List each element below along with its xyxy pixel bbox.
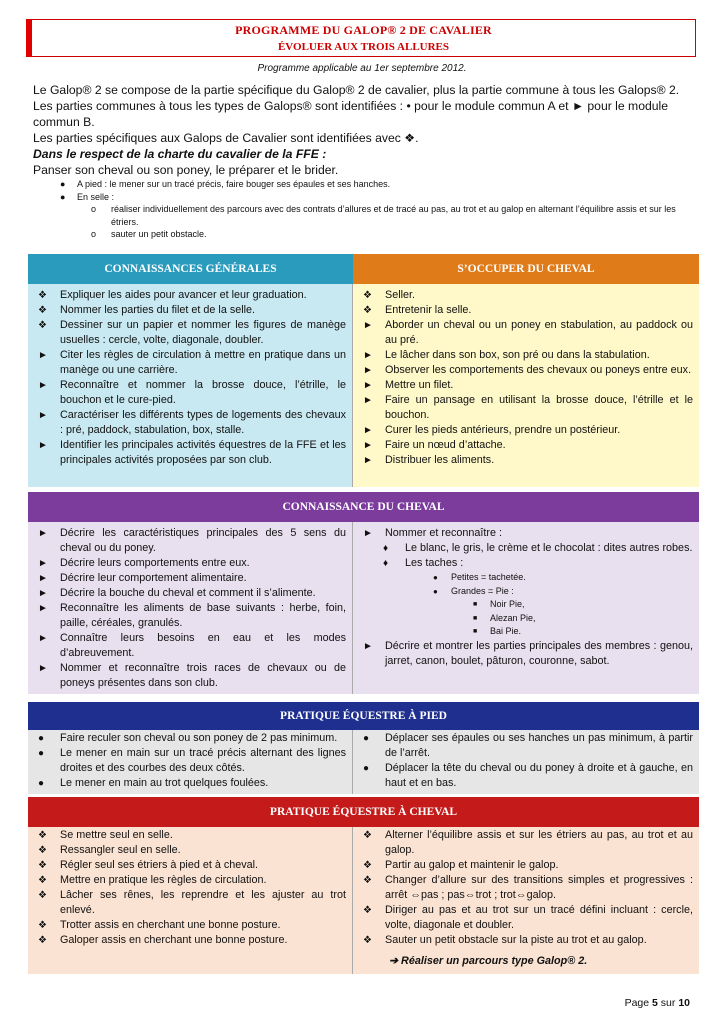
list-item: ► Observer les comportements des chevaux ou poneys entre eux. [363,364,692,376]
list-item: ● Grandes = Pie : [433,585,514,596]
list-item: ❖ Galoper assis en cherchant une bonne posture. [38,934,288,946]
list-item: ♦ Les taches : [383,557,464,569]
intro-p2: Les parties communes à tous les types de Galops® sont identifiées : • pour le module commun A et ► pour le module commun B. [33,99,669,129]
list-item: ► Mettre un filet. [363,379,454,391]
connaissance-cheval-right [353,522,699,694]
list-item: ● Déplacer ses épaules ou ses hanches un pas minimum, à partir de l’arrêt. [363,732,693,759]
cheval-left [28,827,353,974]
list-item: ► Décrire la bouche du cheval et comment il s’alimente. [38,587,316,599]
list-item: ❖ Dessiner sur un papier et nommer les figures de manège usuelles : cercle, volte, diagonale, doubler. [38,319,346,346]
list-item: ● Le mener en main au trot quelques foulées. [38,777,269,789]
applicable-date: Programme applicable au 1er septembre 2012. [257,63,467,74]
list-item: ► Caractériser les différents types de logements des chevaux : pré, paddock, stabulation, box, stalle. [38,409,346,436]
intro-list [33,178,693,241]
list-item: ► Décrire leur comportement alimentaire. [38,572,247,584]
page-title-box [26,19,696,57]
list-item: ● Petites = tachetée. [433,572,526,582]
list-item: ► Identifier les principales activités équestres de la FFE et les principales activités proposées par son club. [38,439,346,466]
list-item: ■ Alezan Pie, [473,612,536,623]
connaissances-list [28,284,353,487]
list-item: ❖ Diriger au pas et au trot sur un tracé défini incluant : cercle, volte, diagonale et doubler. [363,904,693,931]
connaissance-cheval-left [28,522,353,694]
list-item: ❖ Alterner l’équilibre assis et sur les étriers au pas, au trot et au galop. [363,829,693,856]
list-item: ● Faire reculer son cheval ou son poney de 2 pas minimum. [38,732,338,744]
list-item: ♦ Le blanc, le gris, le crème et le chocolat : dites autres robes. [383,542,693,554]
intro-p3: Les parties spécifiques aux Galops de Cavalier sont identifiées avec ❖. [33,131,419,145]
page-number: Page 5 sur 10 [624,997,690,1009]
list-item: ❖ Entretenir la selle. [363,304,472,316]
list-item: ❖ Lâcher ses rênes, les reprendre et les ajuster au trot enlevé. [38,889,346,916]
list-item: ► Distribuer les aliments. [363,454,495,466]
soccuper-list [353,284,699,487]
list-item: o sauter un petit obstacle. [91,229,207,239]
list-item: ► Décrire et montrer les parties principales des membres : genou, jarret, canon, boulet, pâturon, couronne, sabot. [363,639,693,667]
section-pratique-pied [28,702,699,794]
section-header-soccuper: S’OCCUPER DU CHEVAL [353,254,699,284]
list-item: ❖ Se mettre seul en selle. [38,829,173,841]
section-header-pied: PRATIQUE ÉQUESTRE À PIED [28,702,699,730]
section-header-cheval: PRATIQUE ÉQUESTRE À CHEVAL [28,797,699,827]
list-item: ❖ Partir au galop et maintenir le galop. [363,859,559,871]
intro-p1: Le Galop® 2 se compose de la partie spécifique du Galop® 2 de cavalier, plus la partie commune à tous les Galops® 2. [33,83,680,97]
pied-right [353,730,699,794]
list-item: ● En selle : [60,191,115,202]
page-title: PROGRAMME DU GALOP® 2 DE CAVALIER [235,23,492,37]
list-item: ► Reconnaître et nommer la brosse douce, l’étrille, le bouchon et le cure-pied. [38,379,346,406]
list-item: ► Faire un pansage en utilisant la brosse douce, l’étrille et le bouchon. [363,394,693,421]
list-item: ❖ Seller. [363,289,416,301]
list-item: ❖ Changer d’allure sur des transitions simples et progressives : arrêt ⇔pas ; pas⇔trot ; trot⇔galop. [363,874,693,901]
list-item: ❖ Sauter un petit obstacle sur la piste au trot et au galop. [363,934,647,946]
list-item: ► Le lâcher dans son box, son pré ou dans la stabulation. [363,349,650,361]
list-item: ► Nommer et reconnaître trois races de chevaux ou de poneys présentes dans son club. [38,662,346,689]
intro-p4: Panser son cheval ou son poney, le préparer et le brider. [33,163,339,177]
list-item: ► Curer les pieds antérieurs, prendre un postérieur. [363,424,621,436]
list-item: o réaliser individuellement des parcours avec des contrats d’allures et de tracé au pas, au trot et au galop en alternant l’équilibre assis et sur les étriers. [91,204,676,227]
list-item: ❖ Expliquer les aides pour avancer et leur graduation. [38,289,307,301]
list-item: ■ Noir Pie, [473,599,525,609]
list-item: ● A pied : le mener sur un tracé précis, faire bouger ses épaules et ses hanches. [60,179,391,189]
section-connaissances-soccuper [28,254,699,487]
section-header-connaissance-cheval: CONNAISSANCE DU CHEVAL [28,492,699,522]
page-subtitle: ÉVOLUER AUX TROIS ALLURES [277,41,450,53]
section-pratique-cheval [28,797,699,974]
list-item: ■ Bai Pie. [473,626,522,636]
list-item: ► Citer les règles de circulation à mettre en pratique dans un manège ou une carrière. [38,349,346,376]
list-item: ► Connaître leurs besoins en eau et les modes d’abreuvement. [38,632,346,659]
section-header-connaissances: CONNAISSANCES GÉNÉRALES [28,254,353,284]
list-item: ● Déplacer la tête du cheval ou du poney à droite et à gauche, en haut et en bas. [363,762,693,789]
list-item: ► Nommer et reconnaître : [363,527,503,539]
list-item: ► Aborder un cheval ou un poney en stabulation, au paddock ou au pré. [363,319,693,346]
pied-left [28,730,353,794]
list-item: ► Faire un nœud d’attache. [363,439,506,451]
list-item: ❖ Nommer les parties du filet et de la selle. [38,304,256,316]
cheval-right [353,827,699,974]
list-item: ❖ Régler seul ses étriers à pied et à cheval. [38,859,259,871]
cheval-footnote: ➔ Réaliser un parcours type Galop® 2. [389,955,588,967]
list-item: ► Reconnaître les aliments de base suivants : herbe, foin, paille, céréales, granulés. [38,602,346,629]
charte-heading: Dans le respect de la charte du cavalier de la FFE : [33,147,327,161]
list-item: ❖ Mettre en pratique les règles de circulation. [38,874,267,886]
list-item: ● Le mener en main sur un tracé précis alternant des lignes droites et des courbes des deux côtés. [38,747,346,774]
list-item: ► Décrire leurs comportements entre eux. [38,557,250,569]
intro [33,82,693,241]
list-item: ❖ Trotter assis en cherchant une bonne posture. [38,919,281,931]
list-item: ❖ Ressangler seul en selle. [38,844,181,856]
section-connaissance-cheval [28,492,699,694]
list-item: ► Décrire les caractéristiques principales des 5 sens du cheval ou du poney. [38,527,346,554]
